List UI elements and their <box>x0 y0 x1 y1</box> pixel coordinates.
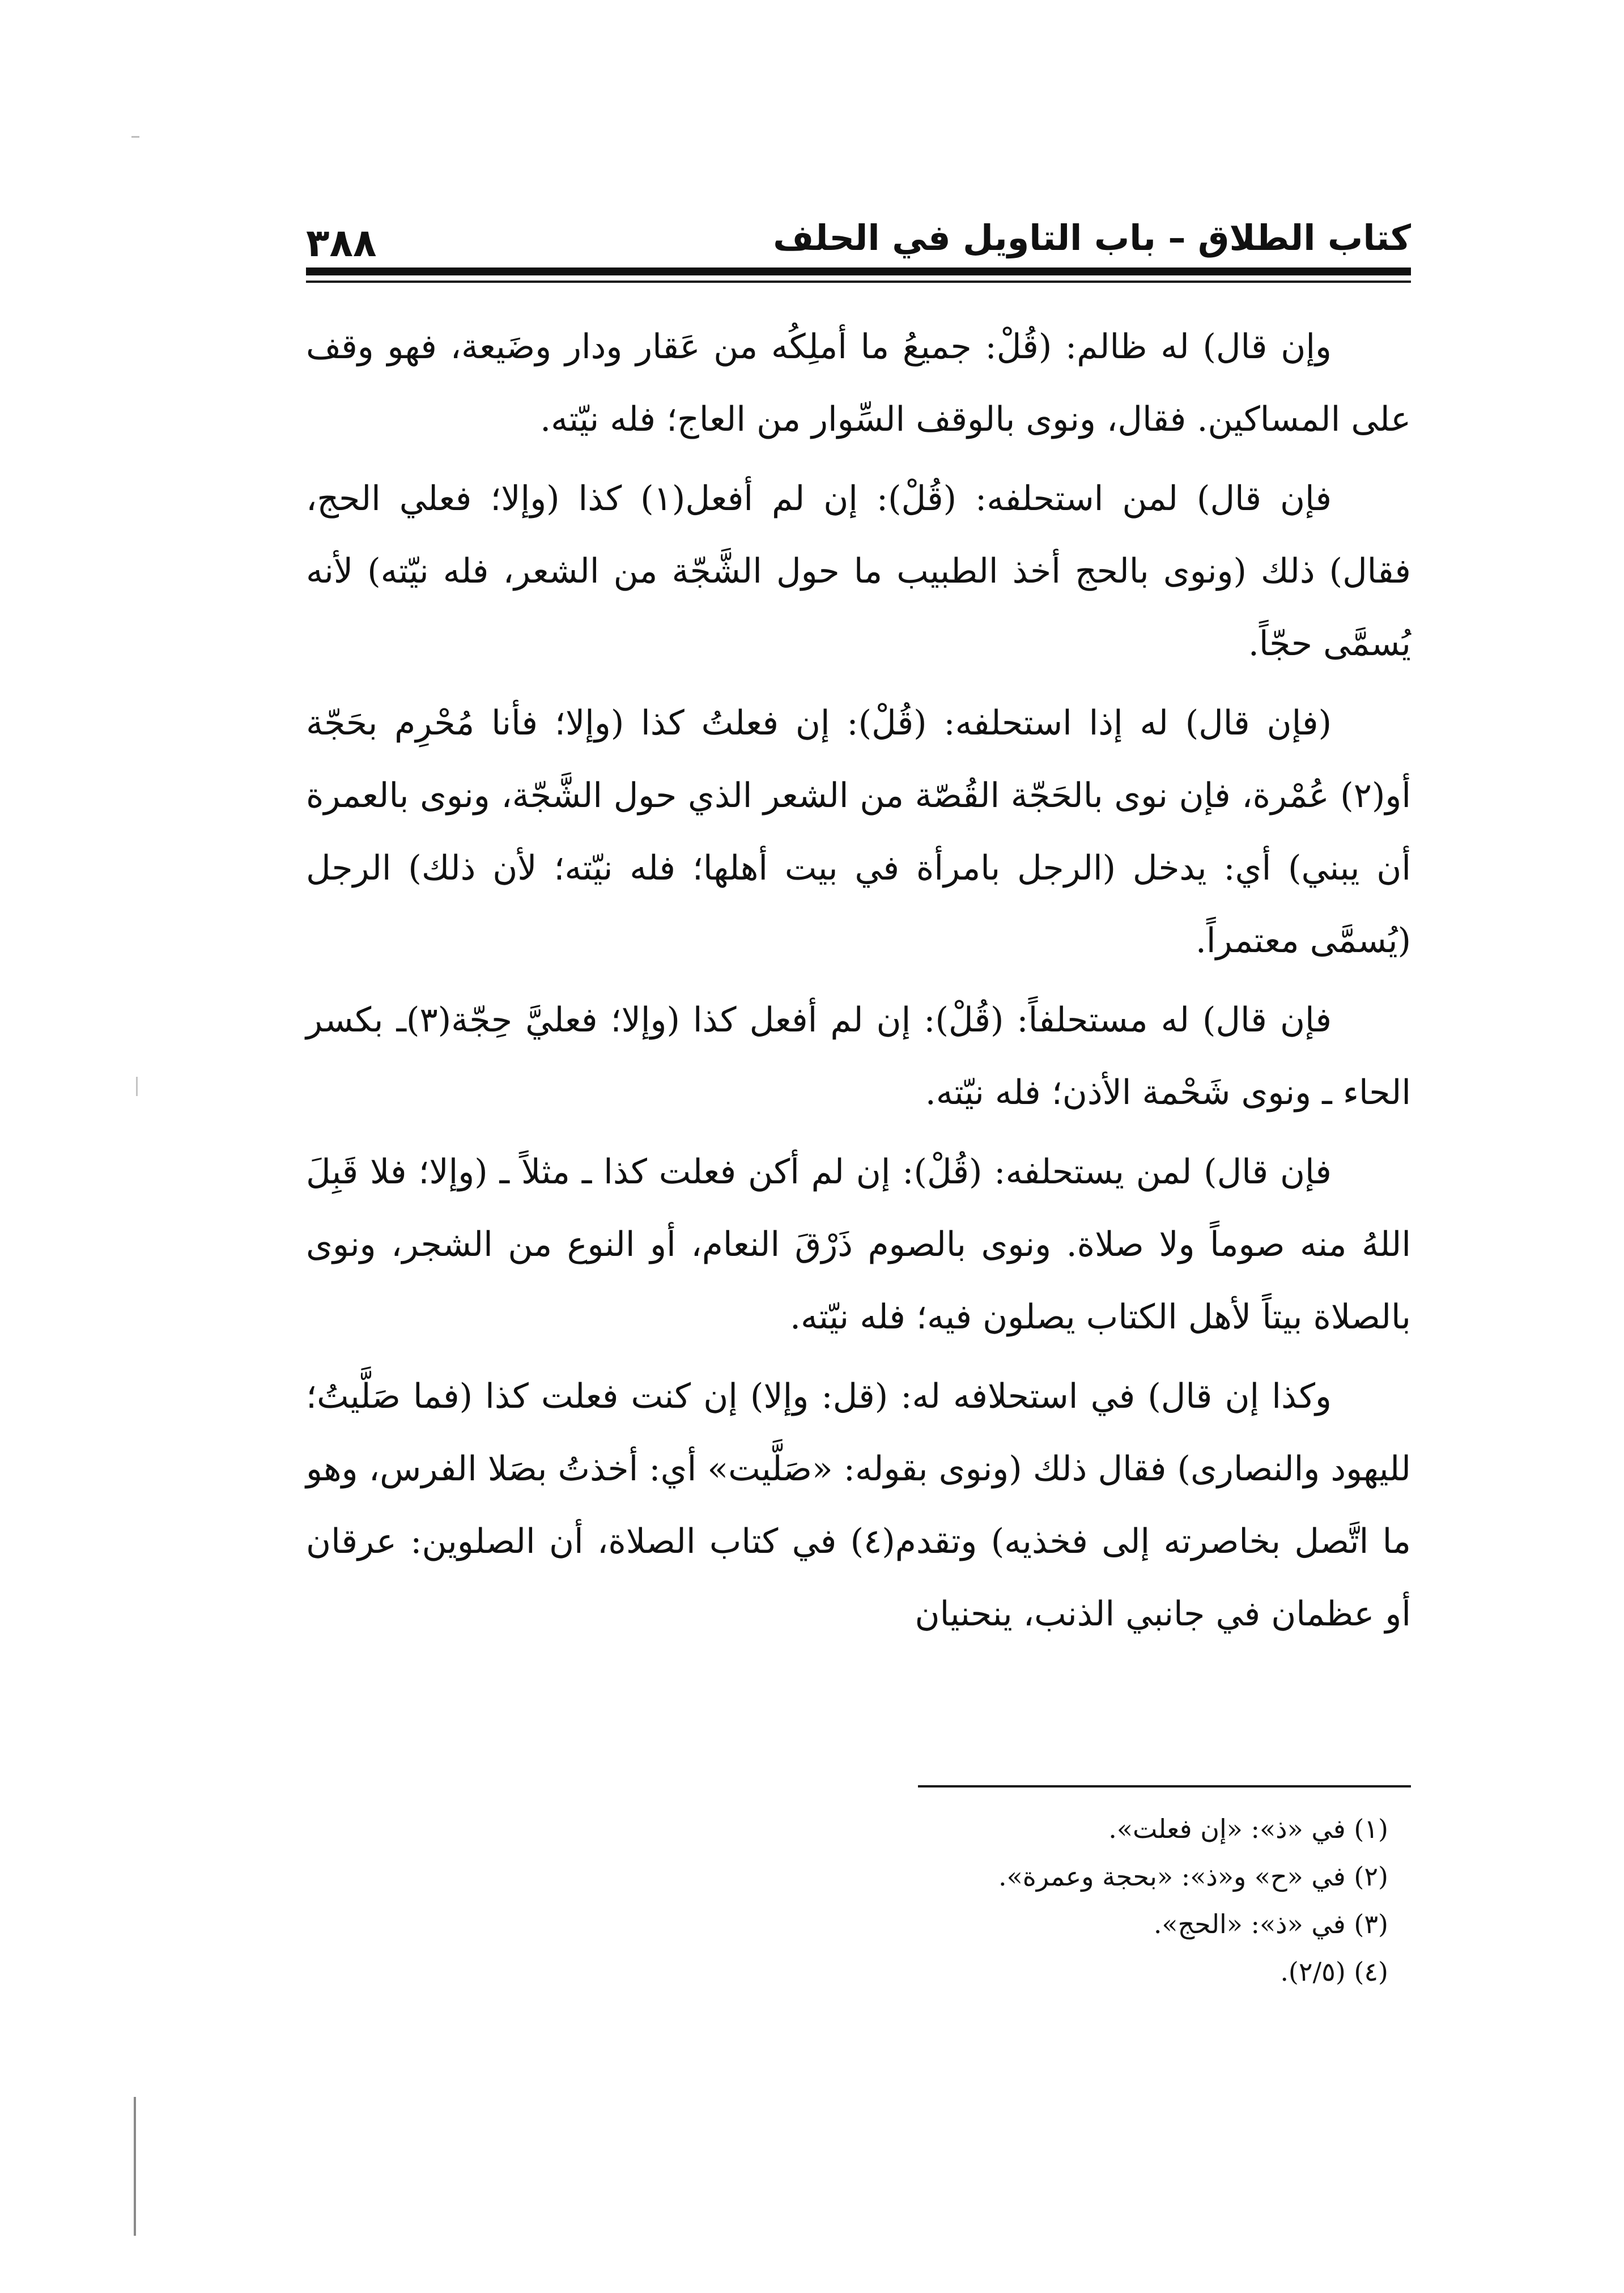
scan-artifact <box>131 136 139 138</box>
footnote-divider <box>918 1785 1411 1787</box>
paragraph: (فإن قال) له إذا استحلفه: (قُلْ): إن فعلتُ كذا (وإلا؛ فأنا مُحْرِم بحَجّة أو(٢) عُمْرة، فإن نوى بالحَجّة القُصّة من الشعر الذي حول الشَّجّة، ونوى بالعمرة أن يبني) أي: يدخل (الرجل بامرأة في بيت أهلها؛ فله نيّته؛ لأن ذلك) الرجل (يُسمَّى معتمراً. <box>306 703 1411 961</box>
running-title: كتاب الطلاق – باب التاويل في الحلف <box>773 217 1411 258</box>
page-number: ٣٨٨ <box>306 221 377 266</box>
footnote: (٢) في «ح» و«ذ»: «بحجة وعمرة». <box>998 1861 1388 1892</box>
scan-artifact <box>134 2097 136 2236</box>
footnote: (٤) (٢/٥). <box>1280 1956 1388 1987</box>
footnote: (١) في «ذ»: «إن فعلت». <box>1108 1814 1388 1844</box>
paragraph: فإن قال) له مستحلفاً: (قُلْ): إن لم أفعل كذا (وإلا؛ فعليَّ حِجّة(٣)ـ بكسر الحاء ـ ونوى شَحْمة الأذن؛ فله نيّته. <box>306 1000 1411 1112</box>
footnote: (٣) في «ذ»: «الحج». <box>1153 1909 1388 1939</box>
paragraph: فإن قال) لمن استحلفه: (قُلْ): إن لم أفعل(١) كذا (وإلا؛ فعلي الحج، فقال) ذلك (ونوى بالحج أخذ الطبيب ما حول الشَّجّة من الشعر، فله نيّته) لأنه يُسمَّى حجّاً. <box>306 479 1411 664</box>
scan-artifact <box>136 1077 138 1096</box>
header-rule-thin <box>306 281 1411 283</box>
footnotes <box>306 1805 1411 1995</box>
page-header <box>306 207 1411 269</box>
paragraph: فإن قال) لمن يستحلفه: (قُلْ): إن لم أكن فعلت كذا ـ مثلاً ـ (وإلا؛ فلا قَبِلَ اللهُ منه صوماً ولا صلاة. ونوى بالصوم ذَرْقَ النعام، أو النوع من الشجر، ونوى بالصلاة بيتاً لأهل الكتاب يصلون فيه؛ فله نيّته. <box>306 1152 1411 1337</box>
header-rule-thick <box>306 267 1411 275</box>
paragraph: وكذا إن قال) في استحلافه له: (قل: وإلا) إن كنت فعلت كذا (فما صَلَّيتُ؛ لليهود والنصارى) فقال ذلك (ونوى بقوله: «صَلَّيت» أي: أخذتُ بصَلا الفرس، وهو ما اتَّصل بخاصرته إلى فخذيه) وتقدم(٤) في كتاب الصلاة، أن الصلوين: عرقان أو عظمان في جانبي الذنب، ينحنيان <box>306 1377 1411 1634</box>
paragraph: وإن قال) له ظالم: (قُلْ: جميعُ ما أملِكُه من عَقار ودار وضَيعة، فهو وقف على المساكين. فقال، ونوى بالوقف السِّوار من العاج؛ فله نيّته. <box>306 327 1411 439</box>
main-text <box>306 311 1411 1657</box>
